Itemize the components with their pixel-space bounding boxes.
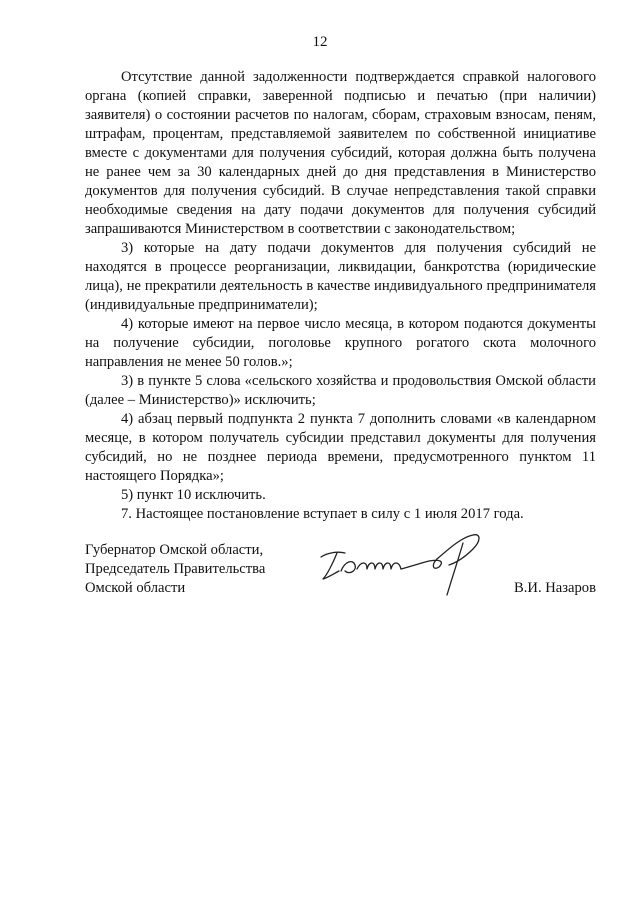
document-body xyxy=(85,68,596,524)
paragraph-item-3-reorganization: 3) которые на дату подачи документов для получения субсидий не находятся в процессе реорганизации, ликвидации, банкротства (юридические лица), не прекратили деятельность в качестве индивидуального предпринимателя (индивидуальные предприниматели); xyxy=(85,240,596,313)
paragraph-amend-point-7: 4) абзац первый подпункта 2 пункта 7 дополнить словами «в календарном месяце, в котором получатель субсидии представил документы для получения субсидий, но не позднее периода времени, предусмотренного пунктом 11 настоящего Порядка»; xyxy=(85,411,596,484)
paragraph-effective-date: 7. Настоящее постановление вступает в силу с 1 июля 2017 года. xyxy=(121,506,524,522)
signer-name: В.И. Назаров xyxy=(514,580,596,596)
paragraph-tax-debt: Отсутствие данной задолженности подтверждается справкой налогового органа (копией справки, заверенной подписью и печатью (при наличии) заявителя) о состоянии расчетов по налогам, сборам, страховым взносам, пеням, штрафам, процентам, представляемой заявителем по собственной инициативе вместе с документами для получения субсидий, которая должна быть получена не ранее чем за 30 календарных дней до дня представления в Министерство документов для получения субсидий. В случае непредставления такой справки необходимые сведения на дату подачи документов для получения субсидий запрашиваются Министерством в соответствии с законодательством; xyxy=(85,69,596,237)
handwritten-signature xyxy=(313,531,493,601)
signer-title: Губернатор Омской области, Председатель Правительства Омской области xyxy=(85,542,266,596)
paragraph-exclude-point-10: 5) пункт 10 исключить. xyxy=(121,487,266,503)
paragraph-item-4-livestock: 4) которые имеют на первое число месяца, в котором подаются документы на получение субсидии, поголовье крупного рогатого скота молочного направления не менее 50 голов.»; xyxy=(85,316,596,370)
signature-block xyxy=(85,541,596,611)
page-number: 12 xyxy=(312,34,328,50)
paragraph-amend-point-5: 3) в пункте 5 слова «сельского хозяйства и продовольствия Омской области (далее – Министерство)» исключить; xyxy=(85,373,596,408)
